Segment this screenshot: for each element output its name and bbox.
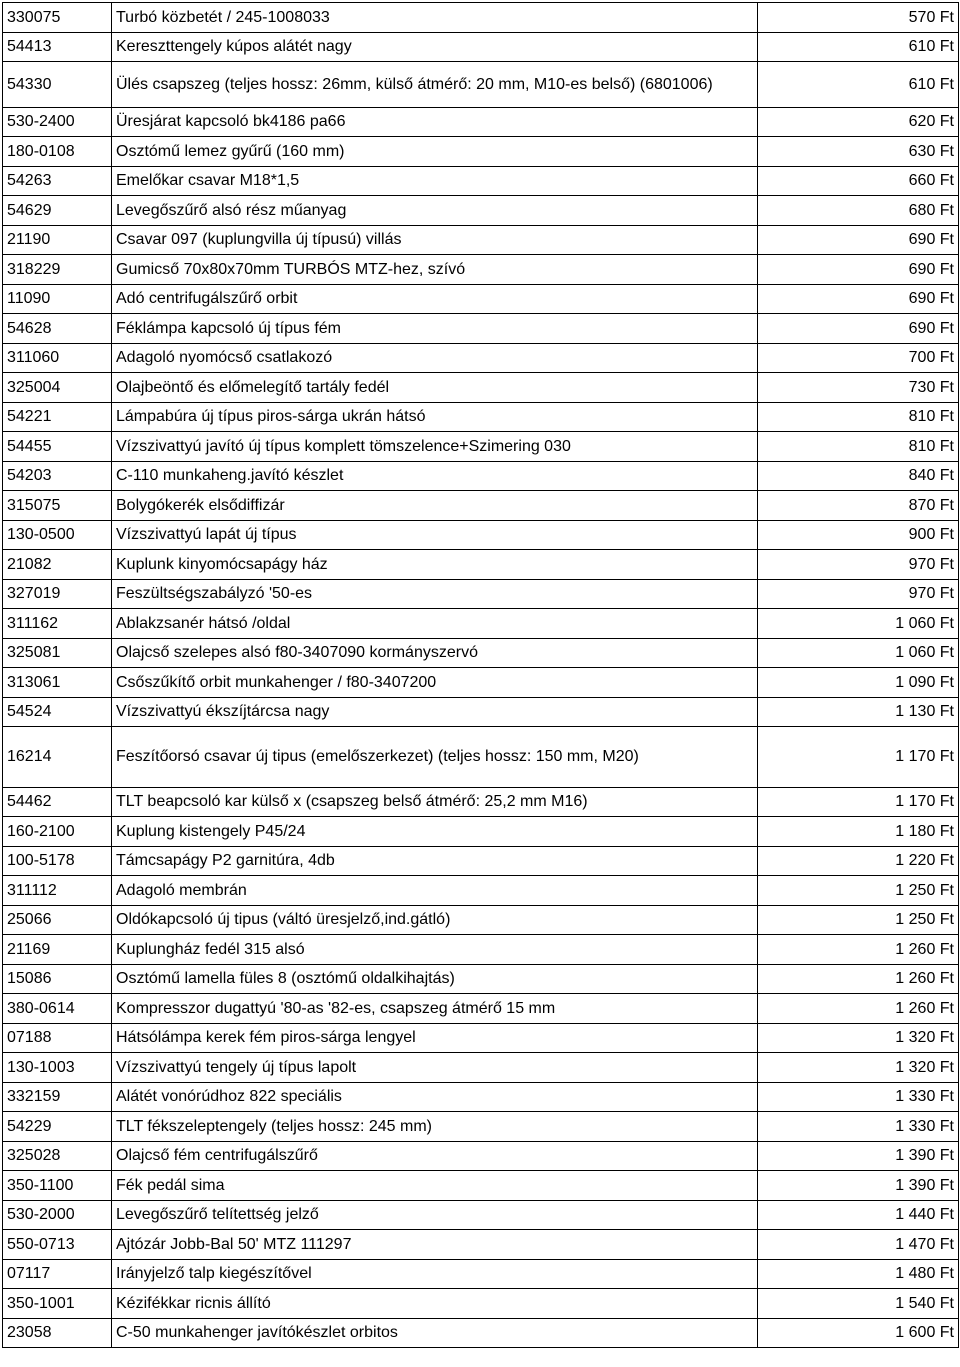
table-row	[3, 846, 959, 876]
part-code-cell: 332159	[3, 1082, 112, 1112]
table-row	[3, 935, 959, 965]
part-price-cell: 810 Ft	[758, 432, 959, 462]
part-code-cell: 380-0614	[3, 994, 112, 1024]
part-description-cell: Csőszűkítő orbit munkahenger / f80-3407200	[112, 668, 758, 698]
part-code-cell: 530-2400	[3, 107, 112, 137]
part-code-cell: 25066	[3, 905, 112, 935]
part-description-cell: Kompresszor dugattyú '80-as '82-es, csapszeg átmérő 15 mm	[112, 994, 758, 1024]
table-row	[3, 1141, 959, 1171]
table-row	[3, 697, 959, 727]
part-code-cell: 54229	[3, 1112, 112, 1142]
part-price-cell: 660 Ft	[758, 166, 959, 196]
part-price-cell: 1 330 Ft	[758, 1112, 959, 1142]
part-description-cell: Ülés csapszeg (teljes hossz: 26mm, külső átmérő: 20 mm, M10-es belső) (6801006)	[112, 62, 758, 108]
part-code-cell: 325028	[3, 1141, 112, 1171]
part-price-cell: 870 Ft	[758, 491, 959, 521]
part-description-cell: Kuplunk kinyomócsapágy ház	[112, 550, 758, 580]
part-price-cell: 840 Ft	[758, 461, 959, 491]
table-row	[3, 461, 959, 491]
part-code-cell: 54455	[3, 432, 112, 462]
table-row	[3, 609, 959, 639]
table-row	[3, 905, 959, 935]
part-code-cell: 54263	[3, 166, 112, 196]
table-row	[3, 373, 959, 403]
table-row	[3, 1200, 959, 1230]
part-description-cell: Osztómű lemez gyűrű (160 mm)	[112, 137, 758, 167]
table-row	[3, 62, 959, 108]
part-description-cell: Adagoló membrán	[112, 876, 758, 906]
part-price-cell: 1 480 Ft	[758, 1259, 959, 1289]
part-code-cell: 54330	[3, 62, 112, 108]
part-description-cell: C-50 munkahenger javítókészlet orbitos	[112, 1318, 758, 1348]
part-price-cell: 1 180 Ft	[758, 817, 959, 847]
part-code-cell: 350-1100	[3, 1171, 112, 1201]
table-row	[3, 166, 959, 196]
part-price-cell: 1 260 Ft	[758, 964, 959, 994]
table-row	[3, 255, 959, 285]
table-row	[3, 1259, 959, 1289]
part-description-cell: Kézifékkar ricnis állító	[112, 1289, 758, 1319]
part-code-cell: 325081	[3, 638, 112, 668]
table-row	[3, 1112, 959, 1142]
part-price-cell: 730 Ft	[758, 373, 959, 403]
part-code-cell: 54629	[3, 196, 112, 226]
part-price-cell: 1 260 Ft	[758, 994, 959, 1024]
part-price-cell: 810 Ft	[758, 402, 959, 432]
table-row	[3, 3, 959, 33]
part-description-cell: Támcsapágy P2 garnitúra, 4db	[112, 846, 758, 876]
part-price-cell: 1 250 Ft	[758, 905, 959, 935]
table-row	[3, 550, 959, 580]
table-row	[3, 32, 959, 62]
table-row	[3, 579, 959, 609]
part-description-cell: Fék pedál sima	[112, 1171, 758, 1201]
part-description-cell: Irányjelző talp kiegészítővel	[112, 1259, 758, 1289]
part-code-cell: 21169	[3, 935, 112, 965]
table-row	[3, 1171, 959, 1201]
part-code-cell: 54203	[3, 461, 112, 491]
table-row	[3, 1289, 959, 1319]
part-code-cell: 330075	[3, 3, 112, 33]
table-row	[3, 432, 959, 462]
part-price-cell: 620 Ft	[758, 107, 959, 137]
part-description-cell: Bolygókerék elsődiffizár	[112, 491, 758, 521]
part-description-cell: Oldókapcsoló új tipus (váltó üresjelző,ind.gátló)	[112, 905, 758, 935]
part-description-cell: Lámpabúra új típus piros-sárga ukrán hátsó	[112, 402, 758, 432]
part-price-cell: 1 130 Ft	[758, 697, 959, 727]
table-row	[3, 994, 959, 1024]
part-price-cell: 570 Ft	[758, 3, 959, 33]
part-description-cell: Kereszttengely kúpos alátét nagy	[112, 32, 758, 62]
part-code-cell: 350-1001	[3, 1289, 112, 1319]
table-row	[3, 491, 959, 521]
table-row	[3, 876, 959, 906]
part-price-cell: 1 390 Ft	[758, 1141, 959, 1171]
part-price-cell: 1 470 Ft	[758, 1230, 959, 1260]
part-description-cell: Kuplungház fedél 315 alsó	[112, 935, 758, 965]
part-price-cell: 1 260 Ft	[758, 935, 959, 965]
table-row	[3, 817, 959, 847]
part-code-cell: 325004	[3, 373, 112, 403]
part-code-cell: 16214	[3, 727, 112, 788]
part-description-cell: Gumicső 70x80x70mm TURBÓS MTZ-hez, szívó	[112, 255, 758, 285]
part-description-cell: Adagoló nyomócső csatlakozó	[112, 343, 758, 373]
table-row	[3, 727, 959, 788]
part-code-cell: 21190	[3, 225, 112, 255]
table-row	[3, 787, 959, 817]
part-price-cell: 700 Ft	[758, 343, 959, 373]
part-code-cell: 327019	[3, 579, 112, 609]
part-description-cell: TLT beapcsoló kar külső x (csapszeg belső átmérő: 25,2 mm M16)	[112, 787, 758, 817]
part-price-cell: 1 390 Ft	[758, 1171, 959, 1201]
part-price-cell: 970 Ft	[758, 550, 959, 580]
part-code-cell: 550-0713	[3, 1230, 112, 1260]
part-description-cell: Olajcső szelepes alsó f80-3407090 kormányszervó	[112, 638, 758, 668]
part-price-cell: 900 Ft	[758, 520, 959, 550]
part-code-cell: 530-2000	[3, 1200, 112, 1230]
part-price-cell: 690 Ft	[758, 255, 959, 285]
part-description-cell: Vízszivattyú ékszíjtárcsa nagy	[112, 697, 758, 727]
table-row	[3, 402, 959, 432]
table-row	[3, 225, 959, 255]
part-price-cell: 1 170 Ft	[758, 727, 959, 788]
table-row	[3, 964, 959, 994]
part-description-cell: Ablakzsanér hátsó /oldal	[112, 609, 758, 639]
table-row	[3, 1053, 959, 1083]
part-price-cell: 680 Ft	[758, 196, 959, 226]
part-description-cell: Turbó közbetét / 245-1008033	[112, 3, 758, 33]
part-code-cell: 07117	[3, 1259, 112, 1289]
table-row	[3, 520, 959, 550]
part-code-cell: 15086	[3, 964, 112, 994]
table-row	[3, 196, 959, 226]
part-price-cell: 1 060 Ft	[758, 638, 959, 668]
part-code-cell: 54462	[3, 787, 112, 817]
part-price-cell: 630 Ft	[758, 137, 959, 167]
part-description-cell: Kuplung kistengely P45/24	[112, 817, 758, 847]
part-price-cell: 1 320 Ft	[758, 1053, 959, 1083]
part-description-cell: Alátét vonórúdhoz 822 speciális	[112, 1082, 758, 1112]
part-price-cell: 1 600 Ft	[758, 1318, 959, 1348]
part-price-cell: 610 Ft	[758, 32, 959, 62]
part-price-cell: 1 250 Ft	[758, 876, 959, 906]
part-code-cell: 318229	[3, 255, 112, 285]
part-code-cell: 07188	[3, 1023, 112, 1053]
part-code-cell: 311060	[3, 343, 112, 373]
table-row	[3, 137, 959, 167]
part-code-cell: 315075	[3, 491, 112, 521]
part-description-cell: TLT fékszeleptengely (teljes hossz: 245 mm)	[112, 1112, 758, 1142]
part-description-cell: Feszítőorsó csavar új tipus (emelőszerkezet) (teljes hossz: 150 mm, M20)	[112, 727, 758, 788]
part-code-cell: 21082	[3, 550, 112, 580]
part-code-cell: 311162	[3, 609, 112, 639]
part-code-cell: 54221	[3, 402, 112, 432]
part-description-cell: Féklámpa kapcsoló új típus fém	[112, 314, 758, 344]
part-description-cell: Üresjárat kapcsoló bk4186 pa66	[112, 107, 758, 137]
part-price-cell: 1 060 Ft	[758, 609, 959, 639]
part-price-cell: 970 Ft	[758, 579, 959, 609]
part-price-cell: 1 220 Ft	[758, 846, 959, 876]
part-description-cell: Csavar 097 (kuplungvilla új típusú) villás	[112, 225, 758, 255]
part-code-cell: 23058	[3, 1318, 112, 1348]
price-table-body	[3, 3, 959, 1348]
part-price-cell: 1 440 Ft	[758, 1200, 959, 1230]
part-description-cell: Adó centrifugálszűrő orbit	[112, 284, 758, 314]
part-code-cell: 54628	[3, 314, 112, 344]
part-price-cell: 690 Ft	[758, 225, 959, 255]
part-code-cell: 11090	[3, 284, 112, 314]
table-row	[3, 1023, 959, 1053]
part-price-cell: 690 Ft	[758, 284, 959, 314]
table-row	[3, 1082, 959, 1112]
part-description-cell: Olajcső fém centrifugálszűrő	[112, 1141, 758, 1171]
part-description-cell: Emelőkar csavar M18*1,5	[112, 166, 758, 196]
part-code-cell: 54524	[3, 697, 112, 727]
part-code-cell: 54413	[3, 32, 112, 62]
part-price-cell: 690 Ft	[758, 314, 959, 344]
part-price-cell: 610 Ft	[758, 62, 959, 108]
part-description-cell: Olajbeöntő és előmelegítő tartály fedél	[112, 373, 758, 403]
part-description-cell: Vízszivattyú javító új típus komplett tömszelence+Szimering 030	[112, 432, 758, 462]
table-row	[3, 668, 959, 698]
part-description-cell: Levegőszűrő telítettség jelző	[112, 1200, 758, 1230]
part-description-cell: Vízszivattyú lapát új típus	[112, 520, 758, 550]
table-row	[3, 284, 959, 314]
part-code-cell: 130-0500	[3, 520, 112, 550]
part-description-cell: Vízszivattyú tengely új típus lapolt	[112, 1053, 758, 1083]
price-table	[2, 2, 959, 1348]
part-price-cell: 1 170 Ft	[758, 787, 959, 817]
table-row	[3, 1318, 959, 1348]
part-description-cell: Levegőszűrő alsó rész műanyag	[112, 196, 758, 226]
part-code-cell: 311112	[3, 876, 112, 906]
table-row	[3, 1230, 959, 1260]
part-description-cell: Osztómű lamella füles 8 (osztómű oldalkihajtás)	[112, 964, 758, 994]
table-row	[3, 314, 959, 344]
part-code-cell: 313061	[3, 668, 112, 698]
part-price-cell: 1 540 Ft	[758, 1289, 959, 1319]
part-code-cell: 180-0108	[3, 137, 112, 167]
part-price-cell: 1 320 Ft	[758, 1023, 959, 1053]
part-description-cell: Ajtózár Jobb-Bal 50' MTZ 111297	[112, 1230, 758, 1260]
part-description-cell: C-110 munkaheng.javító készlet	[112, 461, 758, 491]
part-price-cell: 1 330 Ft	[758, 1082, 959, 1112]
part-description-cell: Hátsólámpa kerek fém piros-sárga lengyel	[112, 1023, 758, 1053]
part-code-cell: 160-2100	[3, 817, 112, 847]
part-code-cell: 100-5178	[3, 846, 112, 876]
table-row	[3, 638, 959, 668]
part-description-cell: Feszültségszabályzó '50-es	[112, 579, 758, 609]
table-row	[3, 107, 959, 137]
part-price-cell: 1 090 Ft	[758, 668, 959, 698]
table-row	[3, 343, 959, 373]
part-code-cell: 130-1003	[3, 1053, 112, 1083]
